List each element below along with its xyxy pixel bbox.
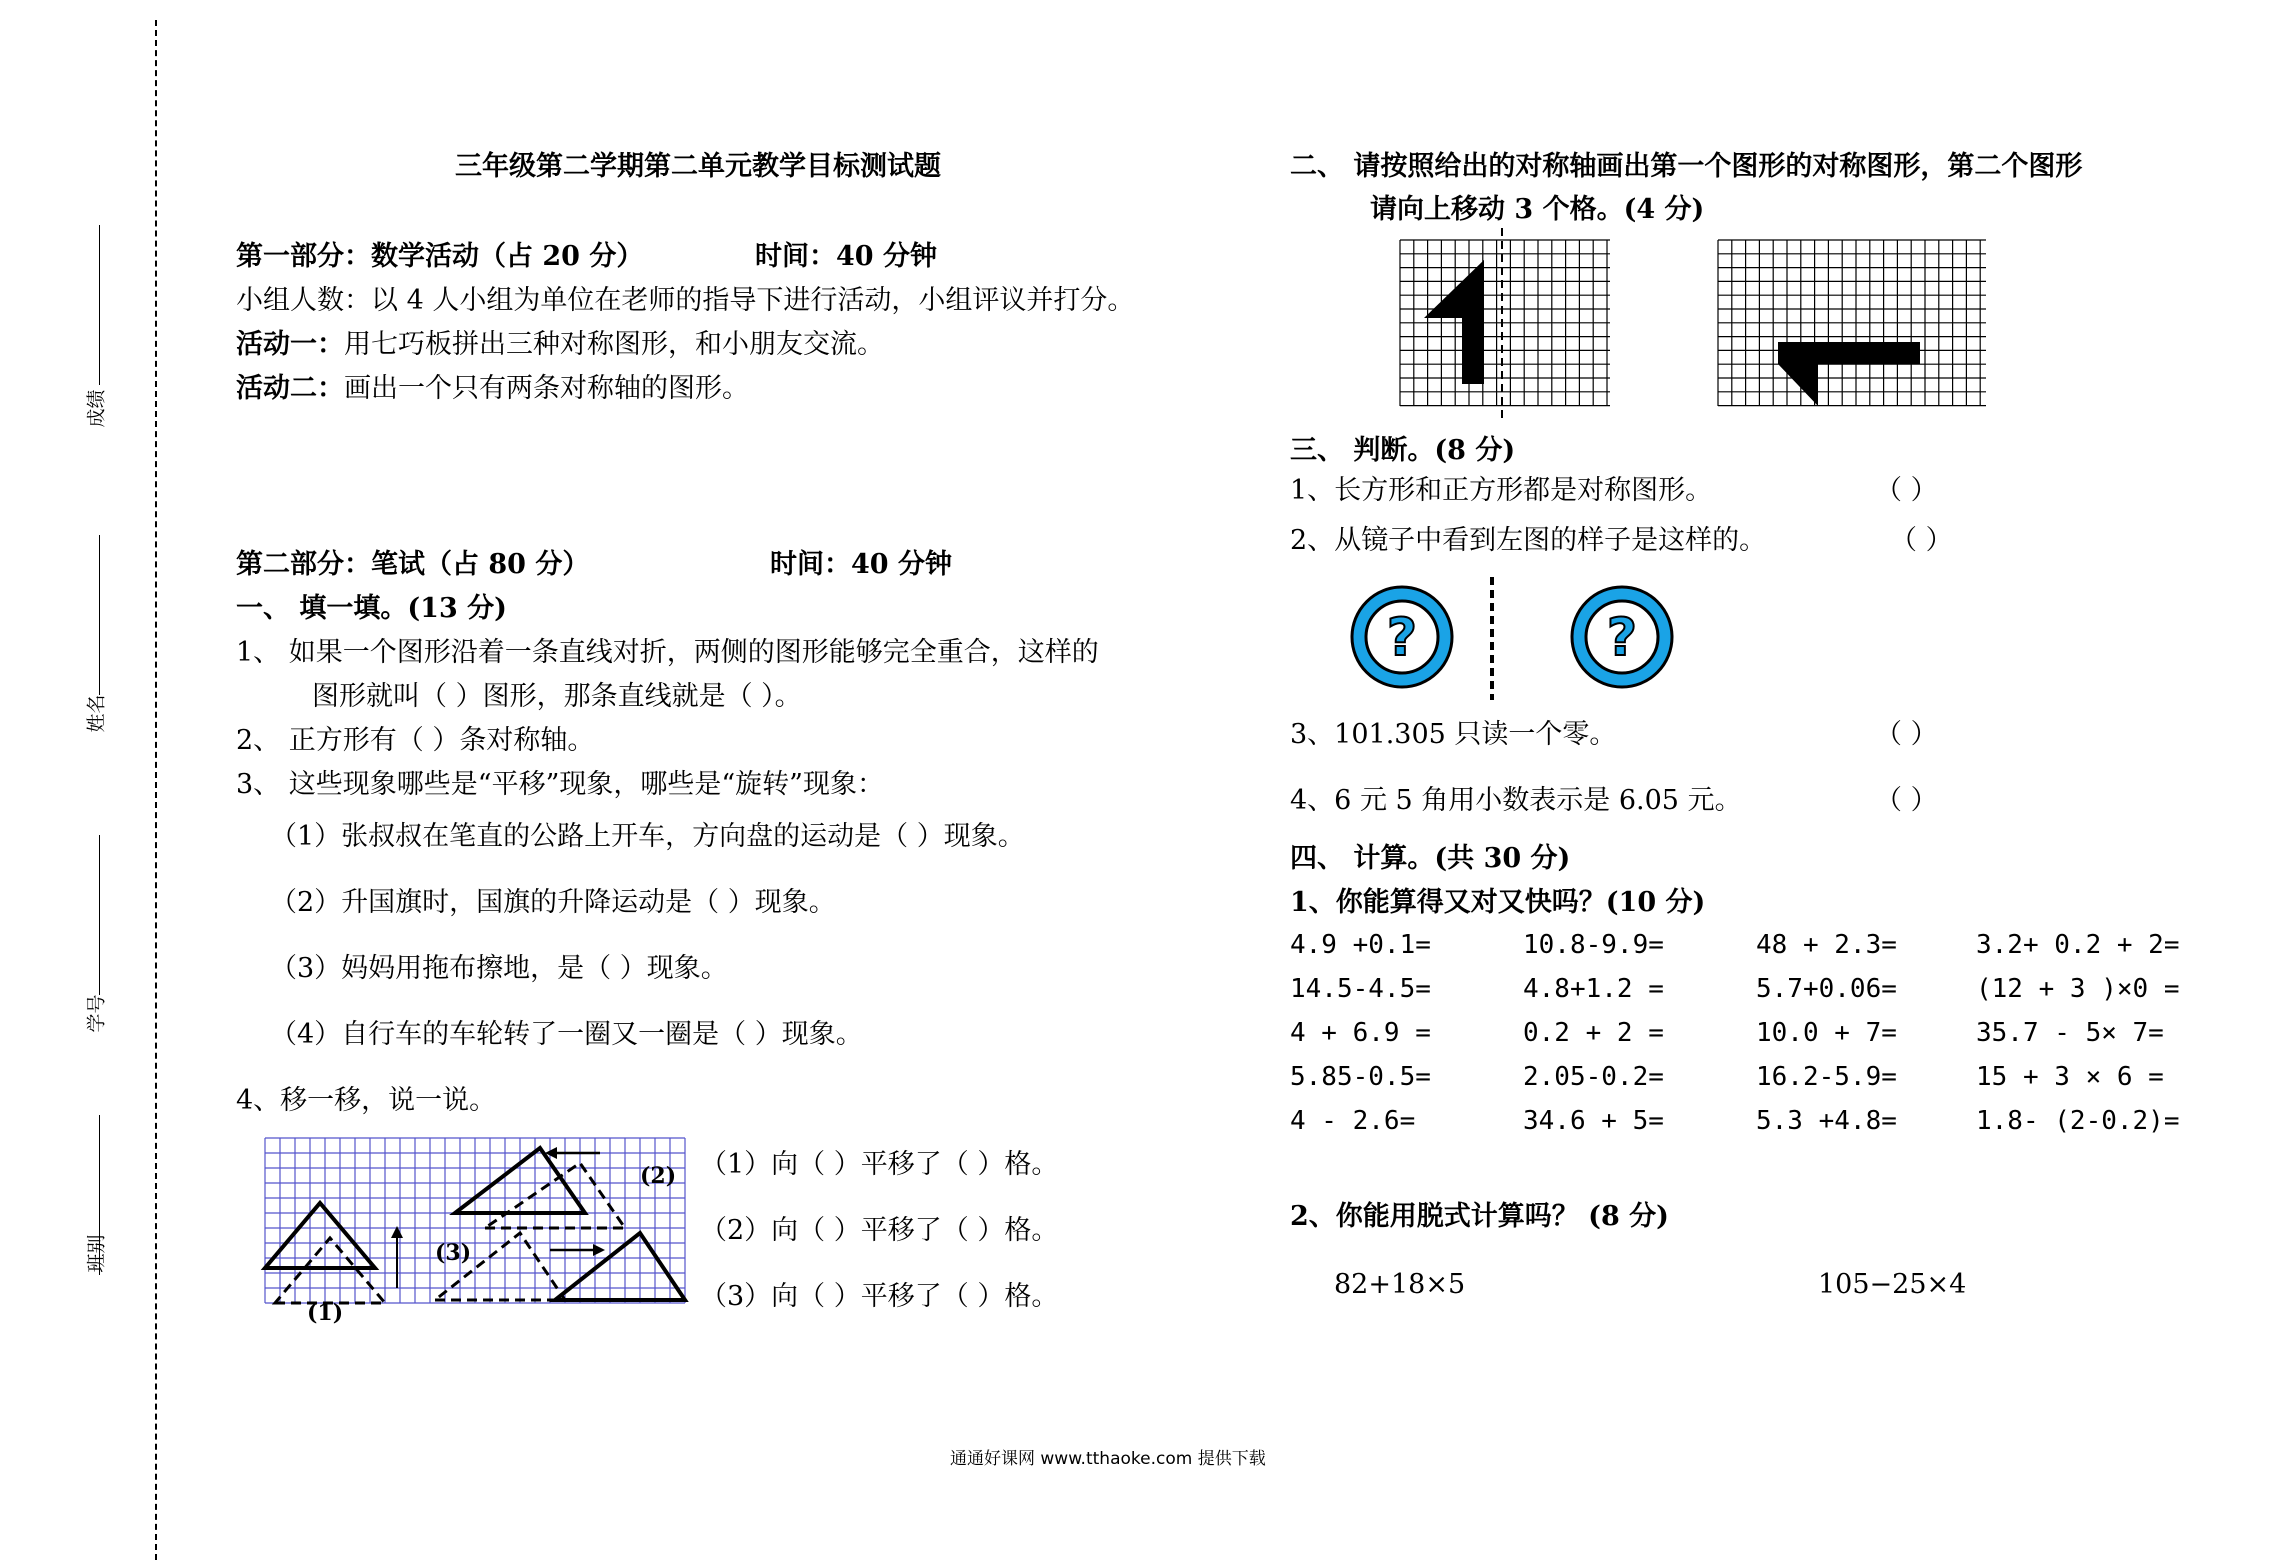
fig-label-1: (1) — [307, 1300, 344, 1326]
name-blank-line — [99, 535, 100, 695]
activity-two — [236, 372, 749, 406]
part1-heading: 第一部分：数学活动（占 20 分） — [236, 241, 644, 272]
q3-item-1: （1）张叔叔在笔直的公路上开车，方向盘的运动是（ ）现象。 — [270, 821, 1025, 852]
judge-4: 4、6 元 5 角用小数表示是 6.05 元。 — [1290, 785, 1742, 816]
question-mark-icon: ? — [1606, 608, 1638, 668]
translation-grid-lines — [265, 1138, 685, 1303]
q4: 4、移一移，说一说。 — [236, 1085, 497, 1116]
calc-item: 4.8+1.2 = — [1523, 974, 1664, 1004]
binding-dashed-line — [155, 20, 157, 1560]
group-size-text: 小组人数：以 4 人小组为单位在老师的指导下进行活动，小组评议并打分。 — [236, 285, 1135, 316]
calc-item: 4 - 2.6= — [1290, 1106, 1416, 1136]
q3-item-3: （3）妈妈用拖布擦地，是（ ）现象。 — [270, 953, 728, 984]
q3: 3、 这些现象哪些是“平移”现象，哪些是“旋转”现象： — [236, 769, 884, 800]
calc-item: 16.2-5.9= — [1756, 1062, 1897, 1092]
calc-item: 48 + 2.3= — [1756, 930, 1897, 960]
calc-item: 5.3 +4.8= — [1756, 1106, 1897, 1136]
activity-one-text: 用七巧板拼出三种对称图形，和小朋友交流。 — [344, 329, 884, 360]
calc-item: 1.8- (2-0.2)= — [1976, 1106, 2180, 1136]
sec2-heading-b: 请向上移动 3 个格。(4 分) — [1370, 194, 1705, 225]
translation-grid-figure — [265, 1138, 685, 1326]
name-label: 姓名 — [85, 694, 108, 733]
calc-item: 10.0 + 7= — [1756, 1018, 1897, 1048]
part2-heading: 第二部分：笔试（占 80 分） — [236, 549, 590, 580]
id-blank-line — [99, 835, 100, 995]
sec3-heading: 三、 判断。(8 分) — [1290, 435, 1516, 466]
calc-item: 2.05-0.2= — [1523, 1062, 1664, 1092]
q4-item-2: （2）向（ ）平移了（ ）格。 — [700, 1215, 1059, 1246]
q1-line-b: 图形就叫（ ）图形，那条直线就是（ ）。 — [312, 681, 802, 712]
activity-two-text: 画出一个只有两条对称轴的图形。 — [344, 373, 749, 404]
q3-item-4: （4）自行车的车轮转了一圈又一圈是（ ）现象。 — [270, 1019, 863, 1050]
question-mark-icon: ? — [1386, 608, 1418, 668]
id-label: 学号 — [85, 994, 108, 1033]
page-title: 三年级第二学期第二单元教学目标测试题 — [455, 151, 941, 182]
arrow-3-head — [593, 1244, 605, 1256]
q2: 2、 正方形有（ ）条对称轴。 — [236, 725, 595, 756]
score-label: 成绩 — [85, 389, 108, 428]
expr-2: 105−25×4 — [1818, 1269, 1967, 1300]
judge-2-paren: （ ） — [1890, 525, 1953, 556]
move-up-shape — [1778, 342, 1920, 406]
judge-4-paren: （ ） — [1875, 785, 1938, 816]
calc-item: 4.9 +0.1= — [1290, 930, 1431, 960]
footer: 通通好课网 www.tthaoke.com 提供下载 — [950, 1449, 1266, 1469]
symmetry-grid-figure — [1400, 240, 1615, 408]
judge-1: 1、长方形和正方形都是对称图形。 — [1290, 475, 1713, 506]
calc-item: 34.6 + 5= — [1523, 1106, 1664, 1136]
calc-item: (12 + 3 )×0 = — [1976, 974, 2180, 1004]
fig-label-3: (3) — [435, 1240, 472, 1266]
calc-item: 10.8-9.9= — [1523, 930, 1664, 960]
judge-3-paren: （ ） — [1875, 719, 1938, 750]
part1-time: 时间：40 分钟 — [755, 241, 937, 272]
calc-item: 14.5-4.5= — [1290, 974, 1431, 1004]
translation2-grid-lines — [1718, 240, 1986, 406]
calc-item: 35.7 - 5× 7= — [1976, 1018, 2164, 1048]
q4-item-3: （3）向（ ）平移了（ ）格。 — [700, 1281, 1059, 1312]
calc-item: 3.2+ 0.2 + 2= — [1976, 930, 2180, 960]
activity-one — [236, 328, 884, 362]
judge-3: 3、101.305 只读一个零。 — [1290, 719, 1617, 750]
translation-grid-figure-2 — [1718, 240, 1988, 408]
triangle-1-moved — [275, 1238, 385, 1303]
activity-two-label: 活动二： — [236, 373, 344, 404]
calc-item: 5.7+0.06= — [1756, 974, 1897, 1004]
class-label: 班别 — [85, 1234, 108, 1273]
judge-2: 2、从镜子中看到左图的样子是这样的。 — [1290, 525, 1767, 556]
q3-item-2: （2）升国旗时，国旗的升降运动是（ ）现象。 — [270, 887, 836, 918]
part2-time: 时间：40 分钟 — [770, 549, 952, 580]
calc-item: 0.2 + 2 = — [1523, 1018, 1664, 1048]
symmetry-grid-lines — [1400, 240, 1610, 406]
mirror-figure — [1350, 575, 1690, 705]
sec4-sub1: 1、你能算得又对又快吗？(10 分) — [1290, 887, 1706, 918]
score-blank-line — [99, 225, 100, 385]
expr-1: 82+18×5 — [1334, 1269, 1466, 1300]
q1-line-a: 1、 如果一个图形沿着一条直线对折，两侧的图形能够完全重合，这样的 — [236, 637, 1099, 668]
calc-item: 4 + 6.9 = — [1290, 1018, 1431, 1048]
fig-label-2: (2) — [640, 1163, 677, 1189]
calc-item: 15 + 3 × 6 = — [1976, 1062, 2164, 1092]
calc-item: 5.85-0.5= — [1290, 1062, 1431, 1092]
sec1-heading: 一、 填一填。(13 分) — [236, 593, 507, 624]
judge-1-paren: （ ） — [1875, 475, 1938, 506]
sec4-sub2: 2、你能用脱式计算吗？ (8 分) — [1290, 1201, 1669, 1232]
sec2-heading-a: 二、 请按照给出的对称轴画出第一个图形的对称图形，第二个图形 — [1290, 151, 2083, 182]
sec4-heading: 四、 计算。(共 30 分) — [1290, 843, 1571, 874]
activity-one-label: 活动一： — [236, 329, 344, 360]
q4-item-1: （1）向（ ）平移了（ ）格。 — [700, 1149, 1059, 1180]
